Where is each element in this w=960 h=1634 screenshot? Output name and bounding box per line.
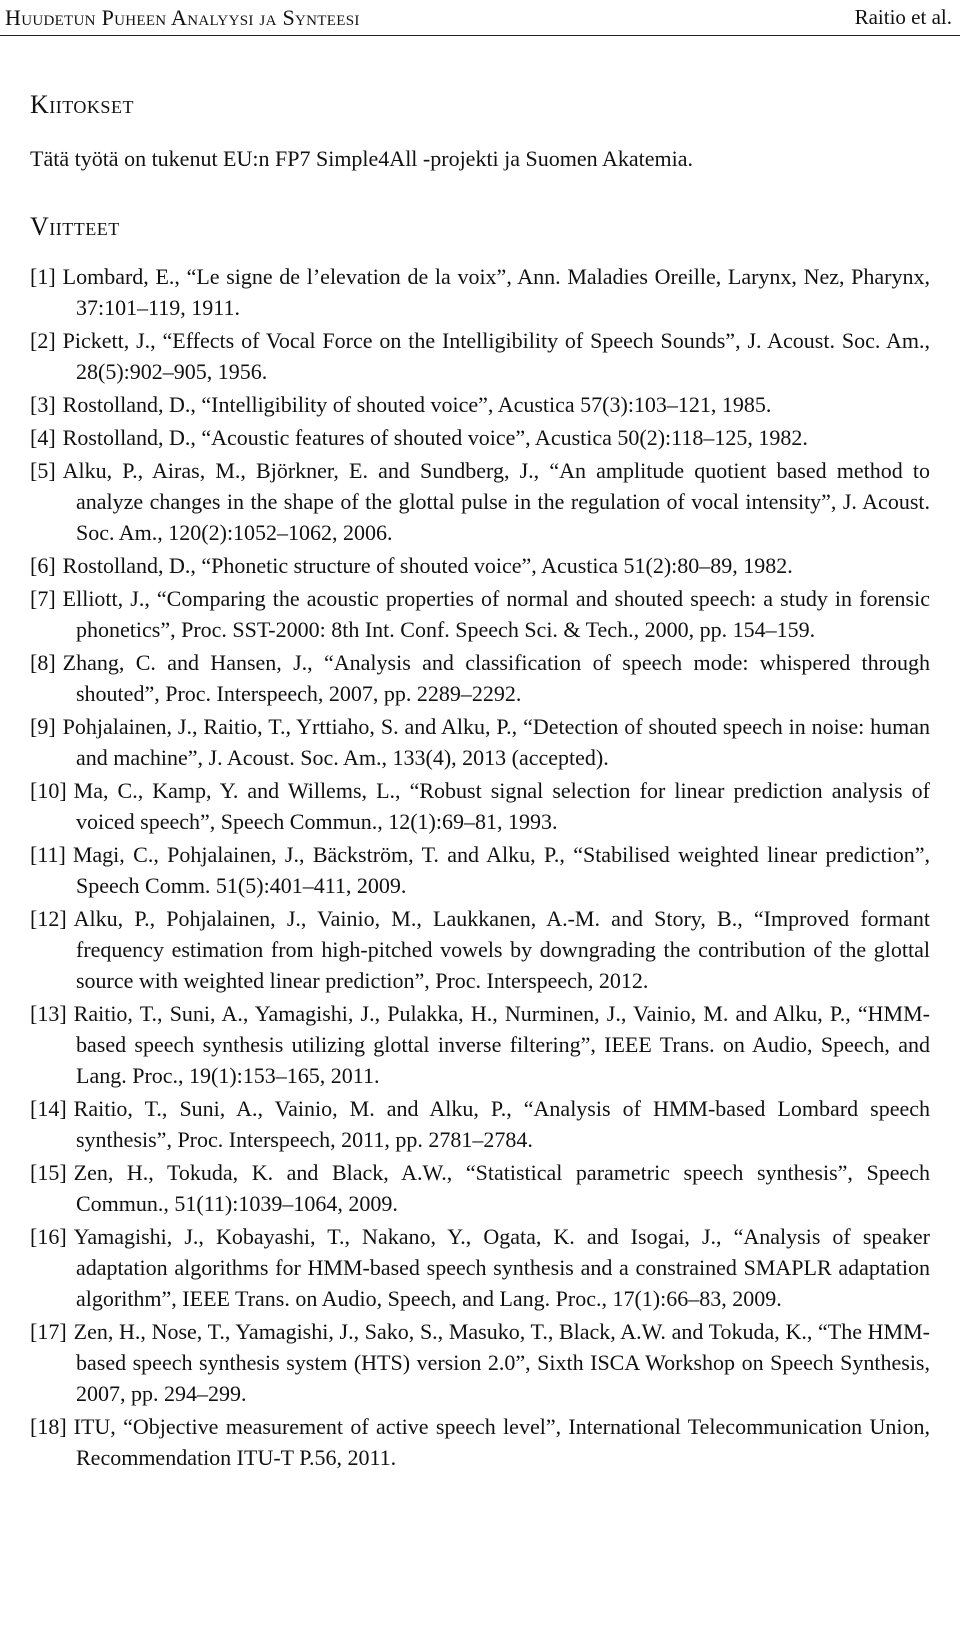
references-heading: Viitteet — [30, 212, 120, 241]
reference-text: Raitio, T., Suni, A., Yamagishi, J., Pulakka, H., Nurminen, J., Vainio, M. and Alku, P., “HMM-based speech synthesis utilizing glottal inverse filtering”, IEEE Trans. on Audio, Speech, and Lang. Proc., 19(1):153–165, 2011. — [73, 1001, 930, 1088]
reference-number: [5] — [30, 458, 56, 483]
reference-text: Elliott, J., “Comparing the acoustic properties of normal and shouted speech: a study in forensic phonetics”, Proc. SST-2000: 8th Int. Conf. Speech Sci. & Tech., 2000, pp. 154–159. — [62, 586, 930, 642]
reference-item — [30, 775, 930, 837]
reference-item — [30, 647, 930, 709]
reference-item — [30, 261, 930, 323]
reference-number: [16] — [30, 1224, 67, 1249]
reference-number: [13] — [30, 1001, 67, 1026]
reference-text: Pickett, J., “Effects of Vocal Force on the Intelligibility of Speech Sounds”, J. Acoust. Soc. Am., 28(5):902–905, 1956. — [62, 328, 930, 384]
reference-item — [30, 455, 930, 548]
reference-item — [30, 839, 930, 901]
reference-text: Raitio, T., Suni, A., Vainio, M. and Alku, P., “Analysis of HMM-based Lombard speech synthesis”, Proc. Interspeech, 2011, pp. 2781–2784. — [73, 1096, 930, 1152]
reference-text: Zen, H., Nose, T., Yamagishi, J., Sako, S., Masuko, T., Black, A.W. and Tokuda, K., “The HMM-based speech synthesis system (HTS) version 2.0”, Sixth ISCA Workshop on Speech Synthesis, 2007, pp. 294–299. — [73, 1319, 930, 1406]
reference-text: Zen, H., Tokuda, K. and Black, A.W., “Statistical parametric speech synthesis”, Speech Commun., 51(11):1039–1064, 2009. — [73, 1160, 930, 1216]
reference-number: [11] — [30, 842, 66, 867]
reference-number: [7] — [30, 586, 56, 611]
reference-number: [12] — [30, 906, 67, 931]
reference-number: [15] — [30, 1160, 67, 1185]
reference-item — [30, 325, 930, 387]
reference-item — [30, 389, 930, 420]
running-title: Huudetun Puheen Analyysi ja Synteesi — [5, 4, 360, 30]
reference-text: Lombard, E., “Le signe de l’elevation de la voix”, Ann. Maladies Oreille, Larynx, Nez, Pharynx, 37:101–119, 1911. — [62, 264, 930, 320]
reference-text: Magi, C., Pohjalainen, J., Bäckström, T. and Alku, P., “Stabilised weighted linear prediction”, Speech Comm. 51(5):401–411, 2009. — [72, 842, 930, 898]
reference-number: [6] — [30, 553, 56, 578]
reference-text: Rostolland, D., “Intelligibility of shouted voice”, Acustica 57(3):103–121, 1985. — [62, 392, 772, 417]
reference-text: Yamagishi, J., Kobayashi, T., Nakano, Y., Ogata, K. and Isogai, J., “Analysis of speaker adaptation algorithms for HMM-based speech synthesis and a constrained SMAPLR adaptation algorithm”, IEEE Trans. on Audio, Speech, and Lang. Proc., 17(1):66–83, 2009. — [73, 1224, 930, 1311]
reference-item — [30, 903, 930, 996]
reference-number: [9] — [30, 714, 56, 739]
reference-text: Pohjalainen, J., Raitio, T., Yrttiaho, S. and Alku, P., “Detection of shouted speech in noise: human and machine”, J. Acoust. Soc. Am., 133(4), 2013 (accepted). — [62, 714, 930, 770]
reference-item — [30, 550, 930, 581]
reference-item — [30, 583, 930, 645]
reference-number: [14] — [30, 1096, 67, 1121]
reference-text: Alku, P., Airas, M., Björkner, E. and Sundberg, J., “An amplitude quotient based method to analyze changes in the shape of the glottal pulse in the regulation of vocal intensity”, J. Acoust. Soc. Am., 120(2):1052–1062, 2006. — [62, 458, 930, 545]
reference-item — [30, 1221, 930, 1314]
reference-item — [30, 711, 930, 773]
reference-number: [4] — [30, 425, 56, 450]
reference-number: [3] — [30, 392, 56, 417]
running-authors: Raitio et al. — [854, 5, 952, 29]
reference-item — [30, 1093, 930, 1155]
reference-item — [30, 1411, 930, 1473]
reference-text: Alku, P., Pohjalainen, J., Vainio, M., Laukkanen, A.-M. and Story, B., “Improved formant frequency estimation from high-pitched vowels by downgrading the contribution of the glottal source with weighted linear prediction”, Proc. Interspeech, 2012. — [73, 906, 930, 993]
reference-number: [10] — [30, 778, 67, 803]
reference-text: Zhang, C. and Hansen, J., “Analysis and classification of speech mode: whispered through shouted”, Proc. Interspeech, 2007, pp. 2289–2292. — [62, 650, 930, 706]
reference-number: [8] — [30, 650, 56, 675]
reference-text: ITU, “Objective measurement of active speech level”, International Telecommunication Union, Recommendation ITU-T P.56, 2011. — [73, 1414, 930, 1470]
reference-text: Rostolland, D., “Phonetic structure of shouted voice”, Acustica 51(2):80–89, 1982. — [62, 553, 793, 578]
reference-item — [30, 1316, 930, 1409]
reference-number: [1] — [30, 264, 56, 289]
acknowledgements-heading: Kiitokset — [30, 90, 134, 119]
reference-item — [30, 1157, 930, 1219]
reference-number: [2] — [30, 328, 56, 353]
reference-item — [30, 422, 930, 453]
reference-text: Ma, C., Kamp, Y. and Willems, L., “Robust signal selection for linear prediction analysis of voiced speech”, Speech Commun., 12(1):69–81, 1993. — [73, 778, 930, 834]
reference-text: Rostolland, D., “Acoustic features of shouted voice”, Acustica 50(2):118–125, 1982. — [62, 425, 808, 450]
reference-number: [17] — [30, 1319, 67, 1344]
reference-number: [18] — [30, 1414, 67, 1439]
running-header — [0, 0, 960, 36]
reference-list — [30, 261, 930, 1475]
reference-item — [30, 998, 930, 1091]
acknowledgements-text: Tätä työtä on tukenut EU:n FP7 Simple4All -projekti ja Suomen Akatemia. — [30, 146, 693, 171]
